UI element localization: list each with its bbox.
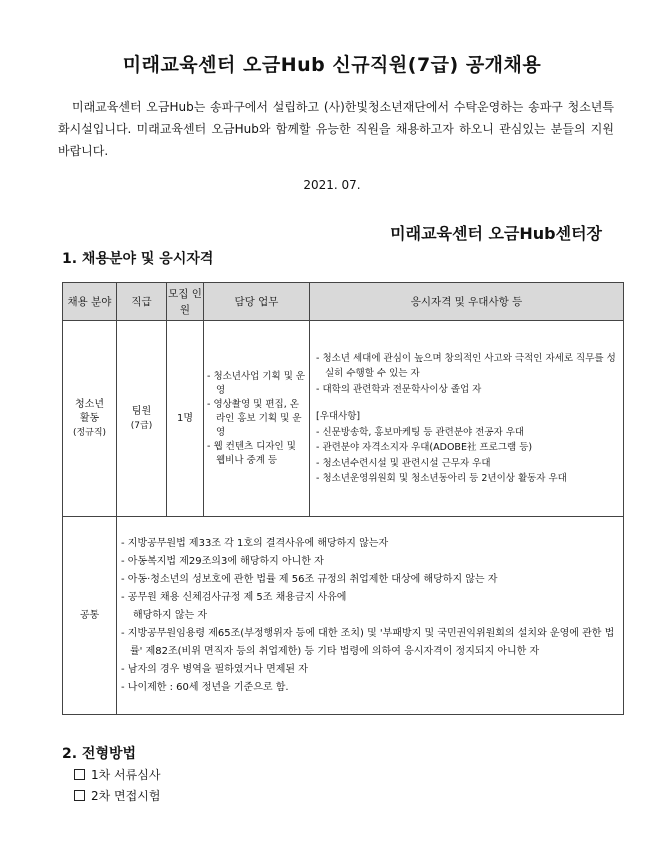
process-item <box>74 787 160 804</box>
checkbox-square-icon <box>74 790 85 801</box>
cell-field <box>63 321 117 517</box>
common-item: - 지방공무원임용령 제65조(부정행위자 등에 대한 조치) 및 '부패방지 및 국민권익위원회의 설치와 운영에 관한 법률' 제82조(비위 면직자 등의 취업제한) 등 기타 법령에 의하여 응시자격이 정지되지 아니한 자 <box>121 627 615 657</box>
cell-duties <box>204 321 310 517</box>
header-grade: 직급 <box>117 283 167 321</box>
intro-paragraph: 미래교육센터 오금Hub는 송파구에서 설립하고 (사)한빛청소년재단에서 수탁운영하는 송파구 청소년특화시설입니다. 미래교육센터 오금Hub와 함께할 유능한 직원을 채용하고자 하오니 관심있는 분들의 지원 바랍니다. <box>58 100 614 158</box>
header-qualifications: 응시자격 및 우대사항 등 <box>310 283 624 321</box>
preference-item: - 청소년수련시설 및 관련시설 근무자 우대 <box>316 457 491 469</box>
common-item: - 아동복지법 제29조의3에 해당하지 아니한 자 <box>121 555 324 567</box>
document-title: 미래교육센터 오금Hub 신규직원(7급) 공개채용 <box>122 54 542 76</box>
signature: 미래교육센터 오금Hub센터장 <box>390 224 602 243</box>
header-field: 채용 분야 <box>63 283 117 321</box>
table-row <box>63 517 624 715</box>
common-item: - 나이제한 : 60세 정년을 기준으로 함. <box>121 681 289 693</box>
common-item: - 공무원 채용 신체검사규정 제 5조 채용금지 사유에 <box>121 591 347 603</box>
section-heading-process: 2. 전형방법 <box>62 746 137 762</box>
common-item: - 아동·청소년의 성보호에 관한 법률 제 56조 규정의 취업제한 대상에 해당하지 않는 자 <box>121 573 498 585</box>
field-line: (정규직) <box>72 427 107 438</box>
grade-line: 팀원 <box>131 405 152 417</box>
preference-item: - 관련분야 자격소지자 우대(ADOBE社 프로그램 등) <box>316 442 533 453</box>
cell-common-requirements <box>117 517 624 715</box>
qualification-item: - 대학의 관련학과 전문학사이상 졸업 자 <box>316 383 482 395</box>
cell-count: 1명 <box>167 321 204 517</box>
recruitment-table <box>62 282 624 715</box>
header-duty: 담당 업무 <box>204 283 310 321</box>
duty-item: - 웹 컨텐츠 디자인 및 웹비나 중계 등 <box>207 440 296 466</box>
table-row <box>63 321 624 517</box>
document-date: 2021. 07. <box>303 178 361 192</box>
process-item <box>74 766 160 783</box>
process-label: 2차 면접시험 <box>91 789 161 803</box>
qualification-item: - 청소년 세대에 관심이 높으며 창의적인 사고와 극적인 자세로 직무를 성실히 수행할 수 있는 자 <box>316 352 616 379</box>
common-item: - 남자의 경우 병역을 필하였거나 면제된 자 <box>121 663 308 675</box>
preference-item: - 신문방송학, 홍보마케팅 등 관련분야 전공자 우대 <box>316 426 525 438</box>
duty-item: - 영상촬영 및 편집, 온라인 홍보 기획 및 운영 <box>207 398 302 438</box>
grade-line: (7급) <box>130 420 153 431</box>
common-item: - 지방공무원법 제33조 각 1호의 결격사유에 해당하지 않는자 <box>121 537 389 549</box>
process-label: 1차 서류심사 <box>91 768 161 782</box>
duty-item: - 청소년사업 기획 및 운영 <box>207 370 306 396</box>
table-header-row <box>63 283 624 321</box>
preference-item: - 청소년운영위원회 및 청소년동아리 등 2년이상 활동자 우대 <box>316 473 567 484</box>
preference-title: [우대사항] <box>316 411 361 422</box>
cell-common-label: 공통 <box>63 517 117 715</box>
cell-grade <box>117 321 167 517</box>
field-line: 활동 <box>79 412 100 424</box>
checkbox-square-icon <box>74 769 85 780</box>
section-heading-recruitment: 1. 채용분야 및 응시자격 <box>62 251 214 267</box>
header-count: 모집 인원 <box>167 283 204 321</box>
field-line: 청소년 <box>75 398 104 410</box>
cell-qualifications <box>310 321 624 517</box>
common-item-continuation: 해당하지 않는 자 <box>133 609 207 621</box>
